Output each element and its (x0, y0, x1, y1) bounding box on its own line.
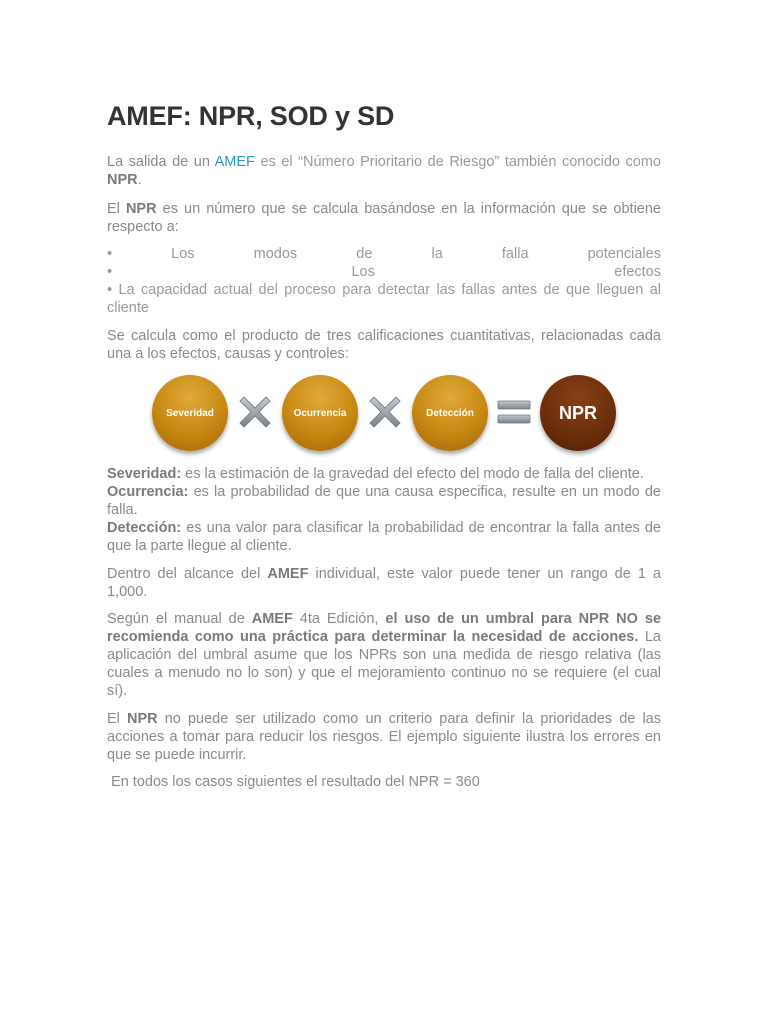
bullet-item-modos: • Los modos de la falla potenciales (107, 246, 661, 262)
bullet-item-capacidad: • La capacidad actual del proceso para detectar las fallas antes de que lleguen al cliente (107, 282, 661, 316)
ocurrencia-definition: Ocurrencia: es la probabilidad de que una causa especifica, resulte en un modo de falla. (107, 484, 661, 518)
deteccion-circle: Detección (412, 375, 488, 451)
calc-paragraph: Se calcula como el producto de tres calificaciones cuantitativas, relacionadas cada una a los efectos, causas y controles: (107, 328, 661, 362)
manual-paragraph: Según el manual de AMEF 4ta Edición, el uso de un umbral para NPR NO se recomienda como una práctica para determinar la necesidad de acciones. La aplicación del umbral asume que los NPRs son una medida de riesgo relativa (las cuales a menudo no lo son) y que el mejoramiento continuo no se requiere (el cual sí). (107, 611, 662, 699)
ocurrencia-circle: Ocurrencia (282, 375, 358, 451)
bullet-list (107, 245, 661, 317)
severidad-circle: Severidad (152, 375, 228, 451)
severidad-definition: Severidad: es la estimación de la gravedad del efecto del modo de falla del cliente. (107, 466, 644, 482)
range-paragraph: Dentro del alcance del AMEF individual, este valor puede tener un rango de 1 a 1,000. (107, 566, 661, 600)
definitions-block (107, 465, 661, 555)
page-title: AMEF: NPR, SOD y SD (107, 101, 395, 131)
intro-paragraph: La salida de un AMEF es el “Número Prioritario de Riesgo” también conocido como NPR. (107, 154, 661, 188)
definition-paragraph: El NPR es un número que se calcula basándose en la información que se obtiene respecto a: (107, 201, 661, 235)
equals-icon (496, 395, 532, 429)
multiply-icon (238, 395, 272, 429)
npr-circle: NPR (540, 375, 616, 451)
deteccion-definition: Detección: es una valor para clasificar la probabilidad de encontrar la falla antes de que la parte llegue al cliente. (107, 520, 661, 554)
criterio-paragraph: El NPR no puede ser utilizado como un criterio para definir la prioridades de las acciones a tomar para reducir los riesgos. El ejemplo siguiente ilustra los errores en que se puede incurrir. (107, 711, 661, 763)
bullet-item-efectos: • Los efectos (107, 264, 661, 280)
multiply-icon (368, 395, 402, 429)
amef-link[interactable]: AMEF (214, 154, 255, 170)
closing-line: En todos los casos siguientes el resultado del NPR = 360 (107, 774, 480, 790)
npr-formula-diagram (150, 373, 620, 455)
